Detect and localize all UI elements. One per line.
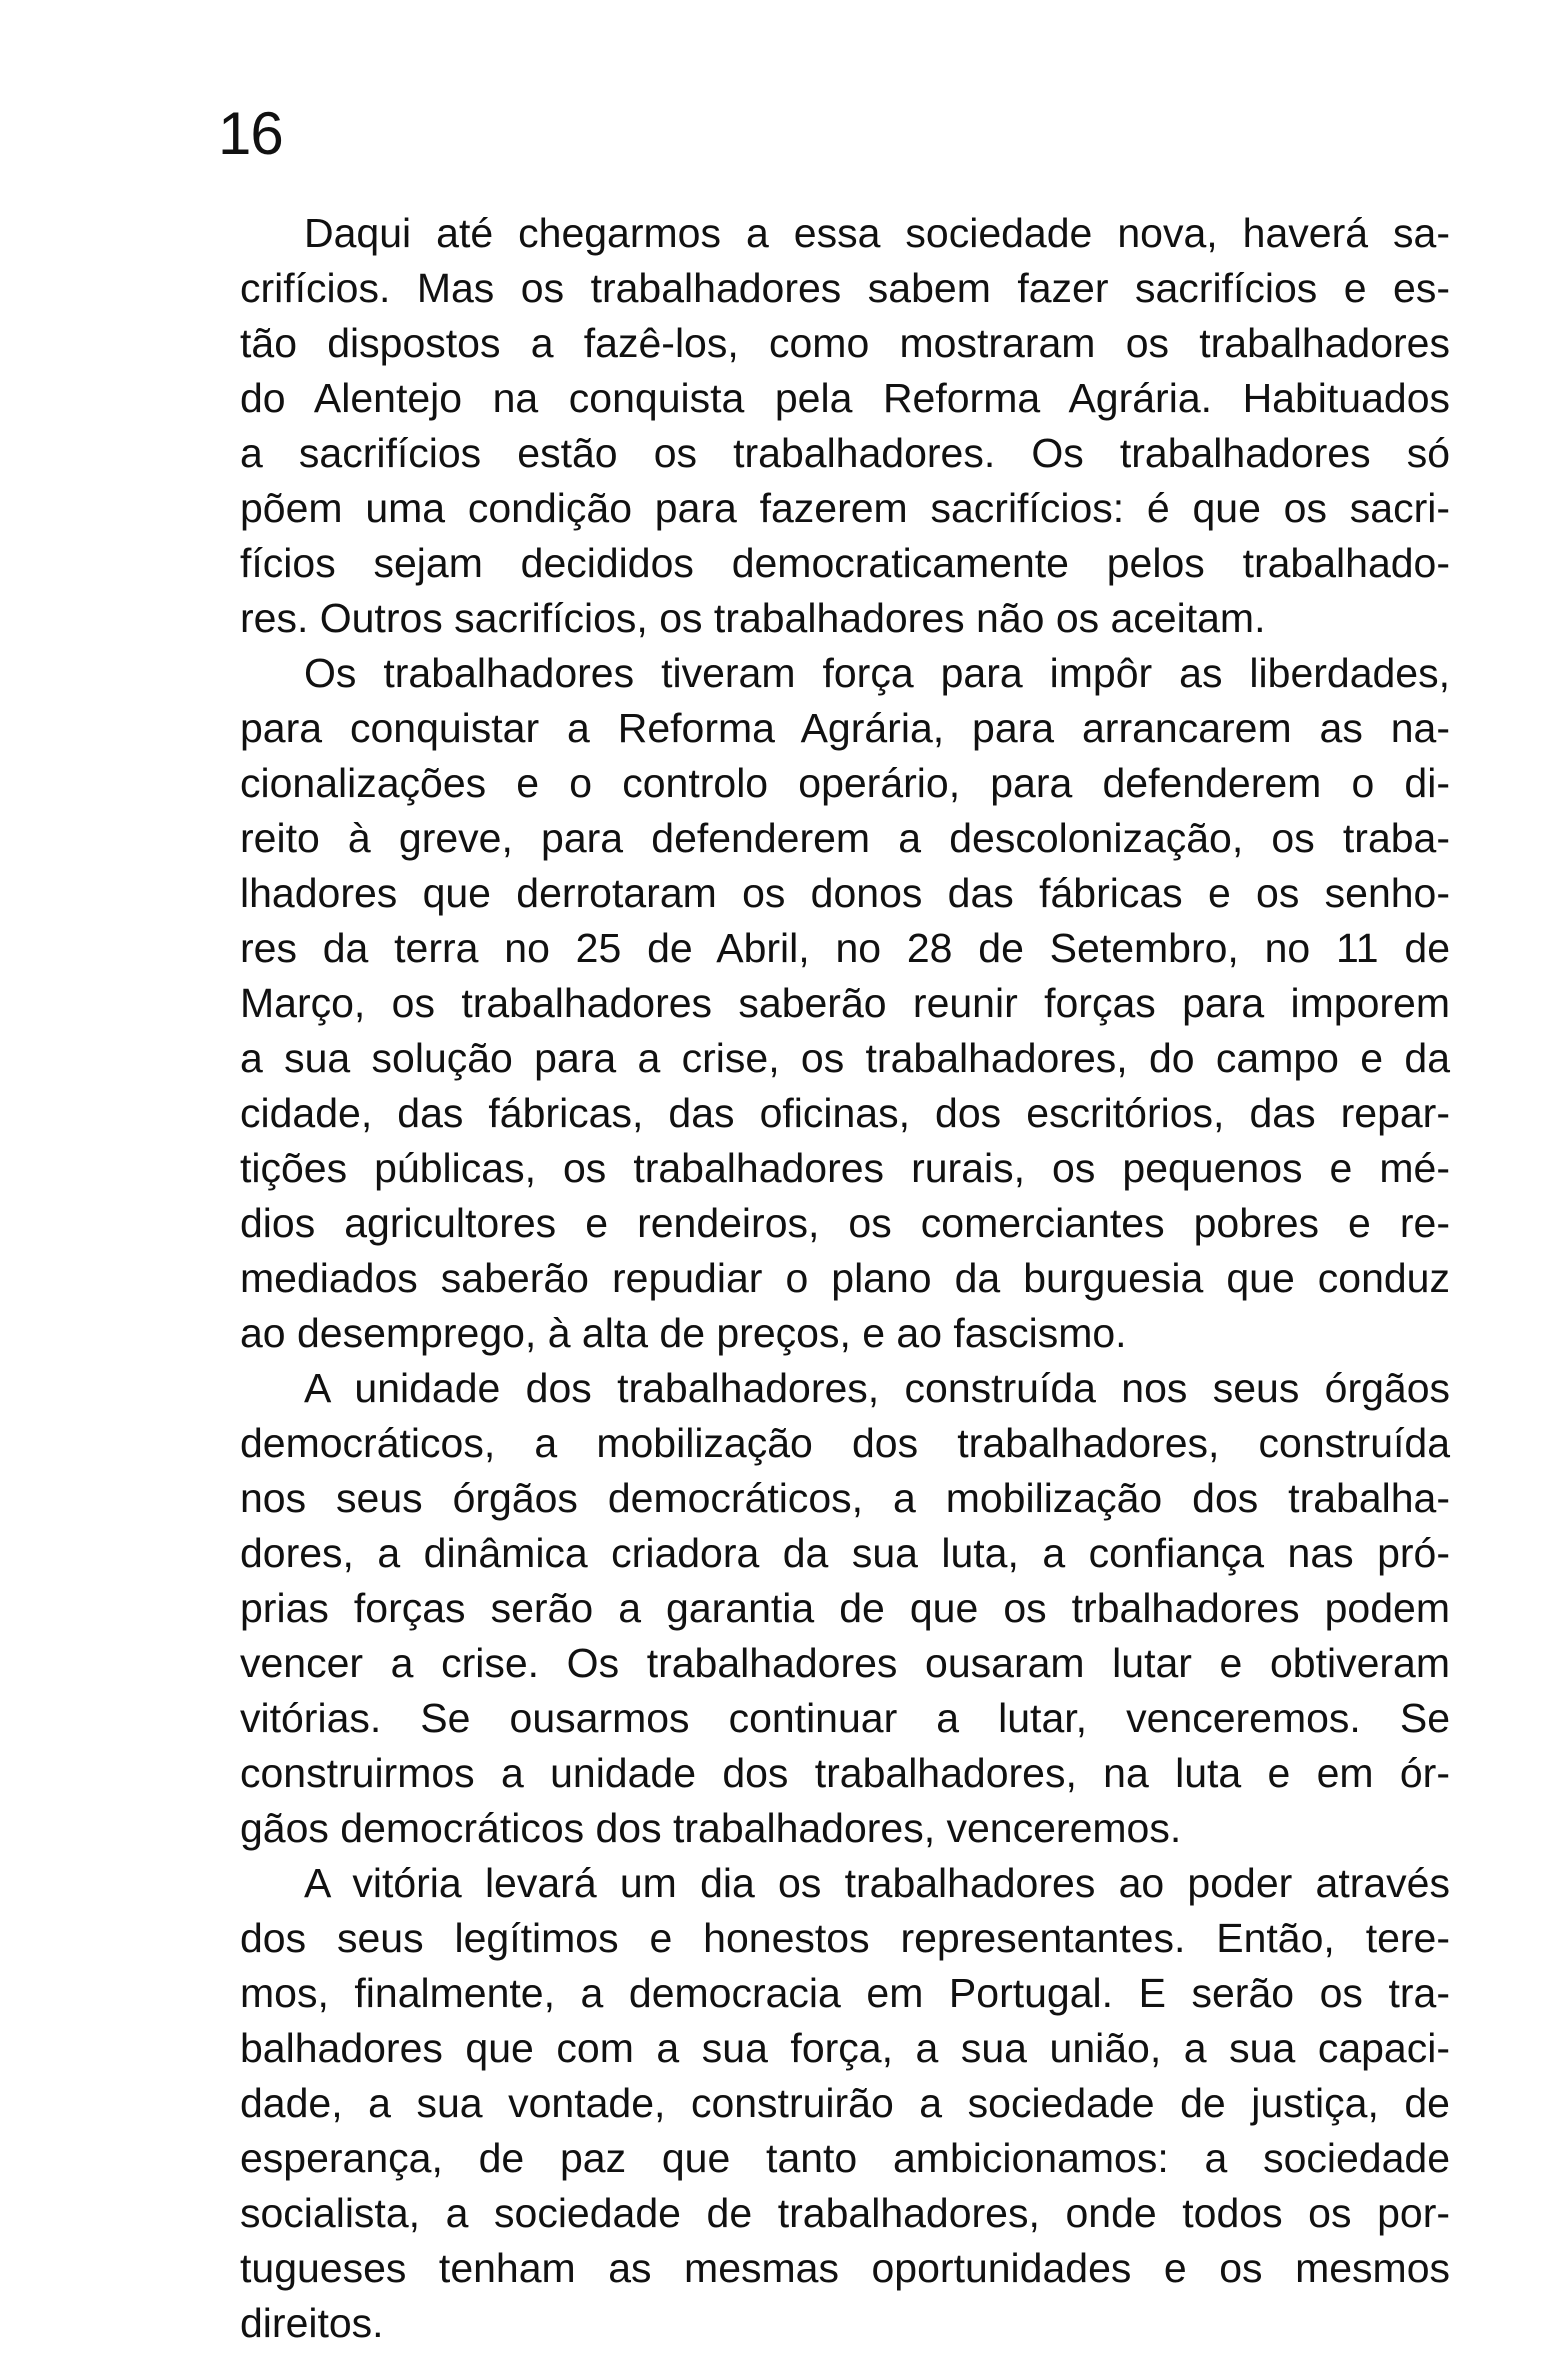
text-line: A unidade dos trabalhadores, construída nos seus órgãos	[304, 1365, 1450, 1411]
paragraph-1	[240, 206, 1450, 646]
text-line: dores, a dinâmica criadora da sua luta, a confiança nas pró-	[240, 1530, 1450, 1576]
text-line: cidade, das fábricas, das oficinas, dos escritórios, das repar-	[240, 1090, 1450, 1136]
text-line: lhadores que derrotaram os donos das fábricas e os senho-	[240, 870, 1450, 916]
text-line: democráticos, a mobilização dos trabalhadores, construída	[240, 1420, 1450, 1466]
text-line: cionalizações e o controlo operário, para defenderem o di-	[240, 760, 1450, 806]
paragraph-2	[240, 646, 1450, 1361]
text-line: mos, finalmente, a democracia em Portugal. E serão os tra-	[240, 1970, 1450, 2016]
text-line: dos seus legítimos e honestos representantes. Então, tere-	[240, 1915, 1450, 1961]
text-line: gãos democráticos dos trabalhadores, venceremos.	[240, 1805, 1182, 1851]
text-line: Daqui até chegarmos a essa sociedade nova, haverá sa-	[304, 210, 1450, 256]
text-line: tições públicas, os trabalhadores rurais, os pequenos e mé-	[240, 1145, 1450, 1191]
text-line: Os trabalhadores tiveram força para impôr as liberdades,	[304, 650, 1450, 696]
text-line: tão dispostos a fazê-los, como mostraram os trabalhadores	[240, 320, 1450, 366]
paragraph-3	[240, 1361, 1450, 1856]
paragraph-4	[240, 1856, 1450, 2351]
text-line: construirmos a unidade dos trabalhadores, na luta e em ór-	[240, 1750, 1450, 1796]
text-line: ao desemprego, à alta de preços, e ao fascismo.	[240, 1310, 1127, 1356]
page-body-text	[240, 206, 1450, 2351]
text-line: vitórias. Se ousarmos continuar a lutar, venceremos. Se	[240, 1695, 1450, 1741]
text-line: dios agricultores e rendeiros, os comerciantes pobres e re-	[240, 1200, 1450, 1246]
text-line: socialista, a sociedade de trabalhadores, onde todos os por-	[240, 2190, 1450, 2236]
text-line: a sacrifícios estão os trabalhadores. Os trabalhadores só	[240, 430, 1450, 476]
text-line: crifícios. Mas os trabalhadores sabem fazer sacrifícios e es-	[240, 265, 1450, 311]
text-line: para conquistar a Reforma Agrária, para arrancarem as na-	[240, 705, 1450, 751]
text-line: Março, os trabalhadores saberão reunir forças para imporem	[240, 980, 1450, 1026]
text-line: reito à greve, para defenderem a descolonização, os traba-	[240, 815, 1450, 861]
text-line: A vitória levará um dia os trabalhadores ao poder através	[304, 1860, 1450, 1906]
text-line: dade, a sua vontade, construirão a sociedade de justiça, de	[240, 2080, 1450, 2126]
text-line: res. Outros sacrifícios, os trabalhadores não os aceitam.	[240, 595, 1266, 641]
text-line: vencer a crise. Os trabalhadores ousaram lutar e obtiveram	[240, 1640, 1450, 1686]
text-line: nos seus órgãos democráticos, a mobilização dos trabalha-	[240, 1475, 1450, 1521]
page-number: 16	[218, 100, 283, 167]
text-line: prias forças serão a garantia de que os trbalhadores podem	[240, 1585, 1450, 1631]
text-line: fícios sejam decididos democraticamente pelos trabalhado-	[240, 540, 1450, 586]
text-line: tugueses tenham as mesmas oportunidades e os mesmos	[240, 2245, 1450, 2291]
text-line: balhadores que com a sua força, a sua união, a sua capaci-	[240, 2025, 1450, 2071]
text-line: do Alentejo na conquista pela Reforma Agrária. Habituados	[240, 375, 1450, 421]
text-line: esperança, de paz que tanto ambicionamos: a sociedade	[240, 2135, 1450, 2181]
text-line: res da terra no 25 de Abril, no 28 de Setembro, no 11 de	[240, 925, 1450, 971]
text-line: a sua solução para a crise, os trabalhadores, do campo e da	[240, 1035, 1450, 1081]
text-line: direitos.	[240, 2300, 384, 2346]
text-line: mediados saberão repudiar o plano da burguesia que conduz	[240, 1255, 1450, 1301]
text-line: põem uma condição para fazerem sacrifícios: é que os sacri-	[240, 485, 1450, 531]
